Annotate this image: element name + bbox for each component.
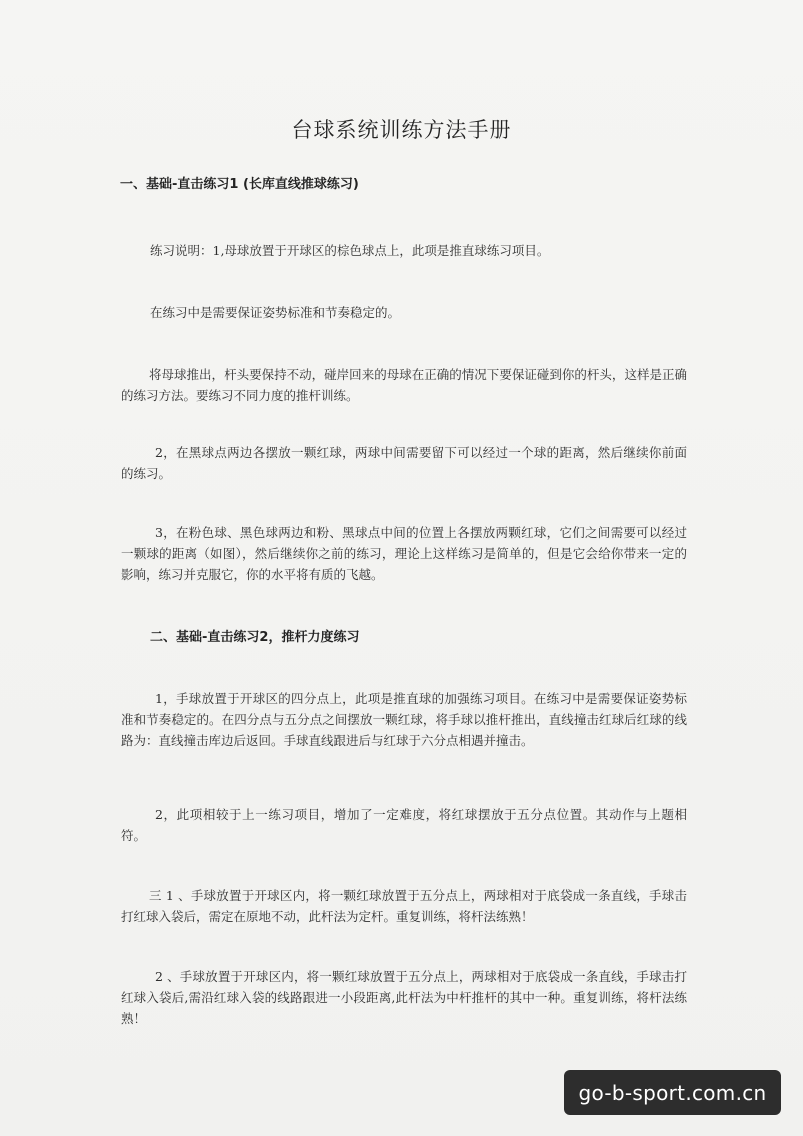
paragraph: 在练习中是需要保证姿势标准和节奏稳定的。 [150, 305, 401, 320]
paragraph: 2，在黑球点两边各摆放一颗红球，两球中间需要留下可以经过一个球的距离，然后继续你前面的练习。 [121, 445, 687, 481]
paragraph: 3，在粉色球、黑色球两边和粉、黑球点中间的位置上各摆放两颗红球，它们之间需要可以经过一颗球的距离（如图），然后继续你之前的练习，理论上这样练习是简单的，但是它会给你带来一定的影响，练习并克服它，你的水平将有质的飞越。 [121, 525, 687, 582]
document-title: 台球系统训练方法手册 [291, 118, 512, 142]
paragraph: 1，手球放置于开球区的四分点上，此项是推直球的加强练习项目。在练习中是需要保证姿势标准和节奏稳定的。在四分点与五分点之间摆放一颗红球，将手球以推杆推出，直线撞击红球后红球的线路为：直线撞击库边后返回。手球直线跟进后与红球于六分点相遇并撞击。 [121, 691, 687, 748]
paragraph: 三 1 、手球放置于开球区内，将一颗红球放置于五分点上，两球相对于底袋成一条直线，手球击打红球入袋后，需定在原地不动，此杆法为定杆。重复训练，将杆法练熟！ [121, 888, 687, 924]
paragraph: 2 、手球放置于开球区内，将一颗红球放置于五分点上，两球相对于底袋成一条直线，手球击打红球入袋后,需沿红球入袋的线路跟进一小段距离,此杆法为中杆推杆的其中一种。重复训练，将杆法练熟！ [121, 969, 687, 1026]
section-1-heading: 一、基础-直击练习1 (长库直线推球练习) [120, 177, 359, 192]
paragraph: 将母球推出，杆头要保持不动，碰岸回来的母球在正确的情况下要保证碰到你的杆头，这样是正确的练习方法。要练习不同力度的推杆训练。 [121, 367, 687, 403]
section-2-heading: 二、基础-直击练习2，推杆力度练习 [150, 630, 360, 645]
paragraph: 练习说明：1,母球放置于开球区的棕色球点上，此项是推直球练习项目。 [150, 243, 550, 258]
paragraph: 2，此项相较于上一练习项目，增加了一定难度，将红球摆放于五分点位置。其动作与上题相符。 [121, 807, 687, 843]
watermark-badge: go-b-sport.com.cn [564, 1070, 781, 1115]
